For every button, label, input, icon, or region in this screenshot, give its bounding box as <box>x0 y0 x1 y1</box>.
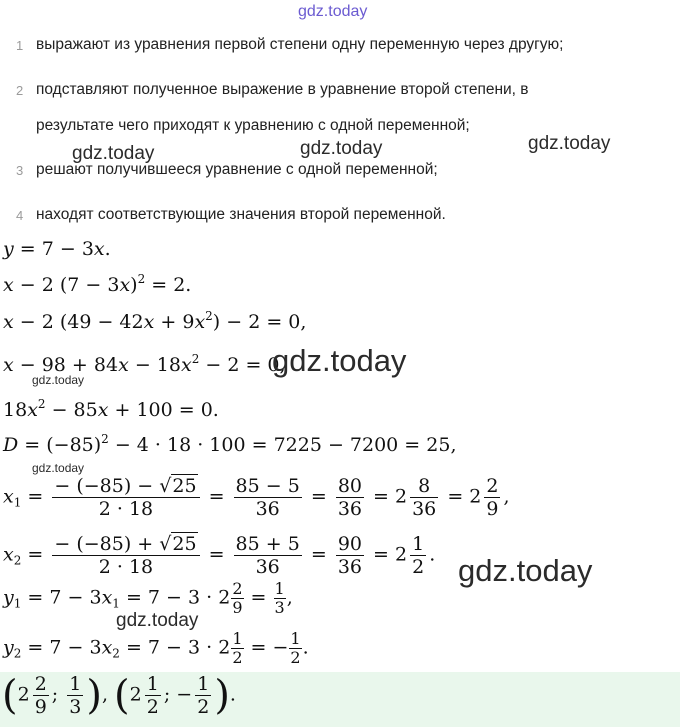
equation-line: $D = (-85)^2 - 4 \cdot 18 \cdot 100 = 7225 - 7200 = 25$, <box>3 432 457 456</box>
step-number: 3 <box>16 163 24 178</box>
root-x2-equation: $x_2$ = $\frac{- (-85) + √25}{2 \cdot 18}$ = $\frac{85 + 5}{36}$ = $\frac{90}{36}$ = 2 $\frac{1}{2}$ . <box>3 533 436 578</box>
equation-line: x − 2 $(7 - 3x)^2 = 2$. <box>3 272 192 296</box>
answer: (2 $\frac{2}{9}$ ; $\frac{1}{3}$ ), (2 $\frac{1}{2}$ ; − $\frac{1}{2}$ ). <box>2 672 236 719</box>
equation-line: x − 2 $(49 - 42x + 9x^2) - 2 = 0$, <box>3 309 307 333</box>
step-number: 4 <box>16 208 24 223</box>
watermark: gdz.today <box>300 138 383 159</box>
equation-line: $18x^2 - 85x + 100 = 0$. <box>3 397 219 421</box>
step-text: решают получившееся уравнение с одной переменной; <box>36 161 438 178</box>
watermark-large: gdz.today <box>458 553 593 588</box>
watermark: gdz.today <box>116 610 199 631</box>
watermark-top: gdz.today <box>298 3 368 20</box>
step-text: подставляют полученное выражение в уравнение второй степени, в <box>36 81 529 98</box>
equation-line: y = 7 − 3x. <box>3 238 111 260</box>
watermark: gdz.today <box>528 133 611 154</box>
step-number: 1 <box>16 38 24 53</box>
watermark-large: gdz.today <box>272 343 407 378</box>
root-x1-equation: $x_1$ = $\frac{- (-85) - √25}{2 \cdot 18}$ = $\frac{85 - 5}{36}$ = $\frac{80}{36}$ = 2 $\frac{8}{36}$ = 2 $\frac{2}{9}$ , <box>3 475 510 520</box>
equation-line: $x - 98 + 84x - 18x^2 - 2 = 0$, <box>3 352 286 376</box>
step-text: выражают из уравнения первой степени одну переменную через другую; <box>36 36 564 53</box>
watermark: gdz.today <box>72 143 155 164</box>
watermark-small: gdz.today <box>32 461 85 475</box>
step-text-continued: результате чего приходят к уравнению с одной переменной; <box>36 117 470 134</box>
step-number: 2 <box>16 83 24 98</box>
watermark-small: gdz.today <box>32 373 85 387</box>
y1-equation: $y_1 = 7 - 3x_1 = 7 - 3 \cdot 2$ $\frac{2}{9}$ = $\frac{1}{3}$ , <box>3 579 293 617</box>
step-text: находят соответствующие значения второй переменной. <box>36 206 446 223</box>
y2-equation: $y_2 = 7 - 3x_2 = 7 - 3 \cdot 2$ $\frac{1}{2}$ = − $\frac{1}{2}$ . <box>3 629 309 667</box>
